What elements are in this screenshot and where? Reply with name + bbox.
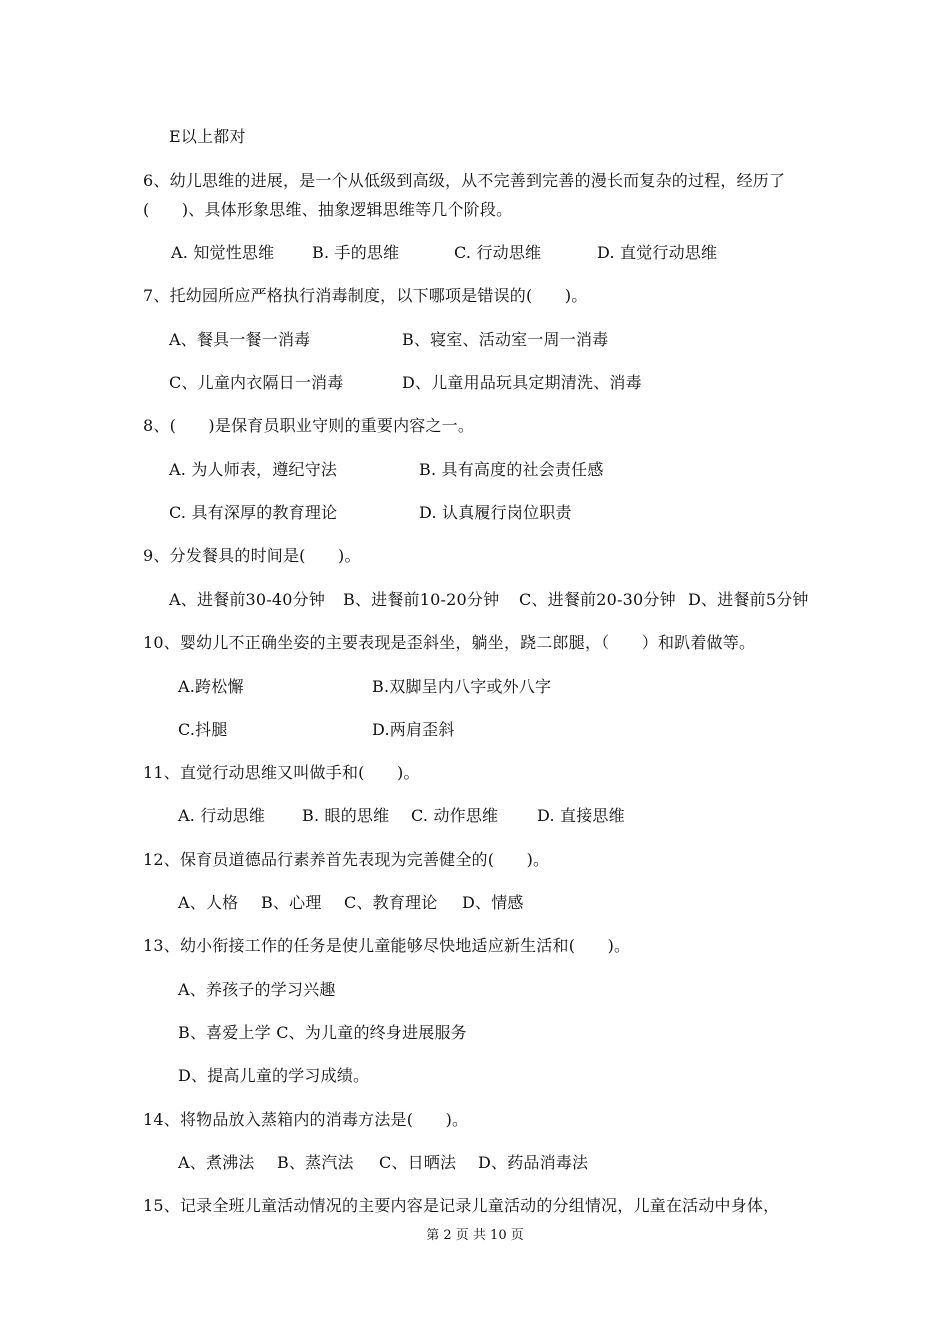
option-b: B. 手的思维 <box>312 243 400 262</box>
question-15: 15、记录全班儿童活动情况的主要内容是记录儿童活动的分组情况，儿童在活动中身体， <box>143 1196 780 1215</box>
option-c: C. 行动思维 <box>454 243 542 262</box>
option-b: B. 眼的思维 <box>302 806 390 825</box>
question-6: 6、幼儿思维的进展，是一个从低级到高级，从不完善到完善的漫长而复杂的过程，经历了 <box>143 171 786 190</box>
option-b: B、心理 <box>261 893 322 912</box>
option-d: D、药品消毒法 <box>478 1153 589 1172</box>
option-b: B. 具有高度的社会责任感 <box>419 460 604 479</box>
option-a: A、进餐前30-40分钟 <box>169 590 326 609</box>
option-c: C、日晒法 <box>379 1153 457 1172</box>
option-c: C、进餐前20-30分钟 <box>519 590 676 609</box>
option-b: B、蒸汽法 <box>277 1153 354 1172</box>
option-c: C.抖腿 <box>178 720 228 739</box>
option-a: A、餐具一餐一消毒 <box>169 330 311 349</box>
question-9: 9、分发餐具的时间是( )。 <box>143 546 361 565</box>
option-d: D、进餐前5分钟 <box>688 590 809 609</box>
option-d: D.两肩歪斜 <box>372 720 455 739</box>
option-c: C. 具有深厚的教育理论 <box>169 503 338 522</box>
option-a: A. 行动思维 <box>178 806 266 825</box>
option-b: B、进餐前10-20分钟 <box>343 590 500 609</box>
option-d: D、儿童用品玩具定期清洗、消毒 <box>402 373 642 392</box>
question-8: 8、( )是保育员职业守则的重要内容之一。 <box>143 416 475 435</box>
option-a: A. 知觉性思维 <box>171 243 275 262</box>
text-line: ( )、具体形象思维、抽象逻辑思维等几个阶段。 <box>143 200 513 219</box>
question-10: 10、婴幼儿不正确坐姿的主要表现是歪斜坐，躺坐，跷二郎腿，（ ）和趴着做等。 <box>143 633 756 652</box>
option-d: D. 认真履行岗位职责 <box>419 503 572 522</box>
option-c: C、儿童内衣隔日一消毒 <box>169 373 344 392</box>
page-footer: 第 2 页 共 10 页 <box>426 1228 524 1243</box>
question-13: 13、幼小衔接工作的任务是使儿童能够尽快地适应新生活和( )。 <box>143 936 631 955</box>
option-c: C、教育理论 <box>344 893 438 912</box>
option-d: D. 直接思维 <box>537 806 625 825</box>
option-a: A、煮沸法 <box>178 1153 255 1172</box>
option-d: D、情感 <box>462 893 524 912</box>
option-bc: B、喜爱上学 C、为儿童的终身进展服务 <box>178 1023 467 1042</box>
option-b: B.双脚呈内八字或外八字 <box>372 677 552 696</box>
question-7: 7、托幼园所应严格执行消毒制度，以下哪项是错误的( )。 <box>143 286 588 305</box>
option-d: D、提高儿童的学习成绩。 <box>178 1066 370 1085</box>
question-14: 14、将物品放入蒸箱内的消毒方法是( )。 <box>143 1110 469 1129</box>
option-b: B、寝室、活动室一周一消毒 <box>402 330 609 349</box>
option-a: A、人格 <box>178 893 239 912</box>
question-12: 12、保育员道德品行素养首先表现为完善健全的( )。 <box>143 850 550 869</box>
question-11: 11、直觉行动思维又叫做手和( )。 <box>143 763 420 782</box>
option-d: D. 直觉行动思维 <box>597 243 718 262</box>
option-a: A.跨松懈 <box>178 677 244 696</box>
option-a: A、养孩子的学习兴趣 <box>178 980 336 999</box>
option-a: A. 为人师表，遵纪守法 <box>169 460 338 479</box>
option-c: C. 动作思维 <box>411 806 499 825</box>
text-line: E以上都对 <box>169 127 246 146</box>
